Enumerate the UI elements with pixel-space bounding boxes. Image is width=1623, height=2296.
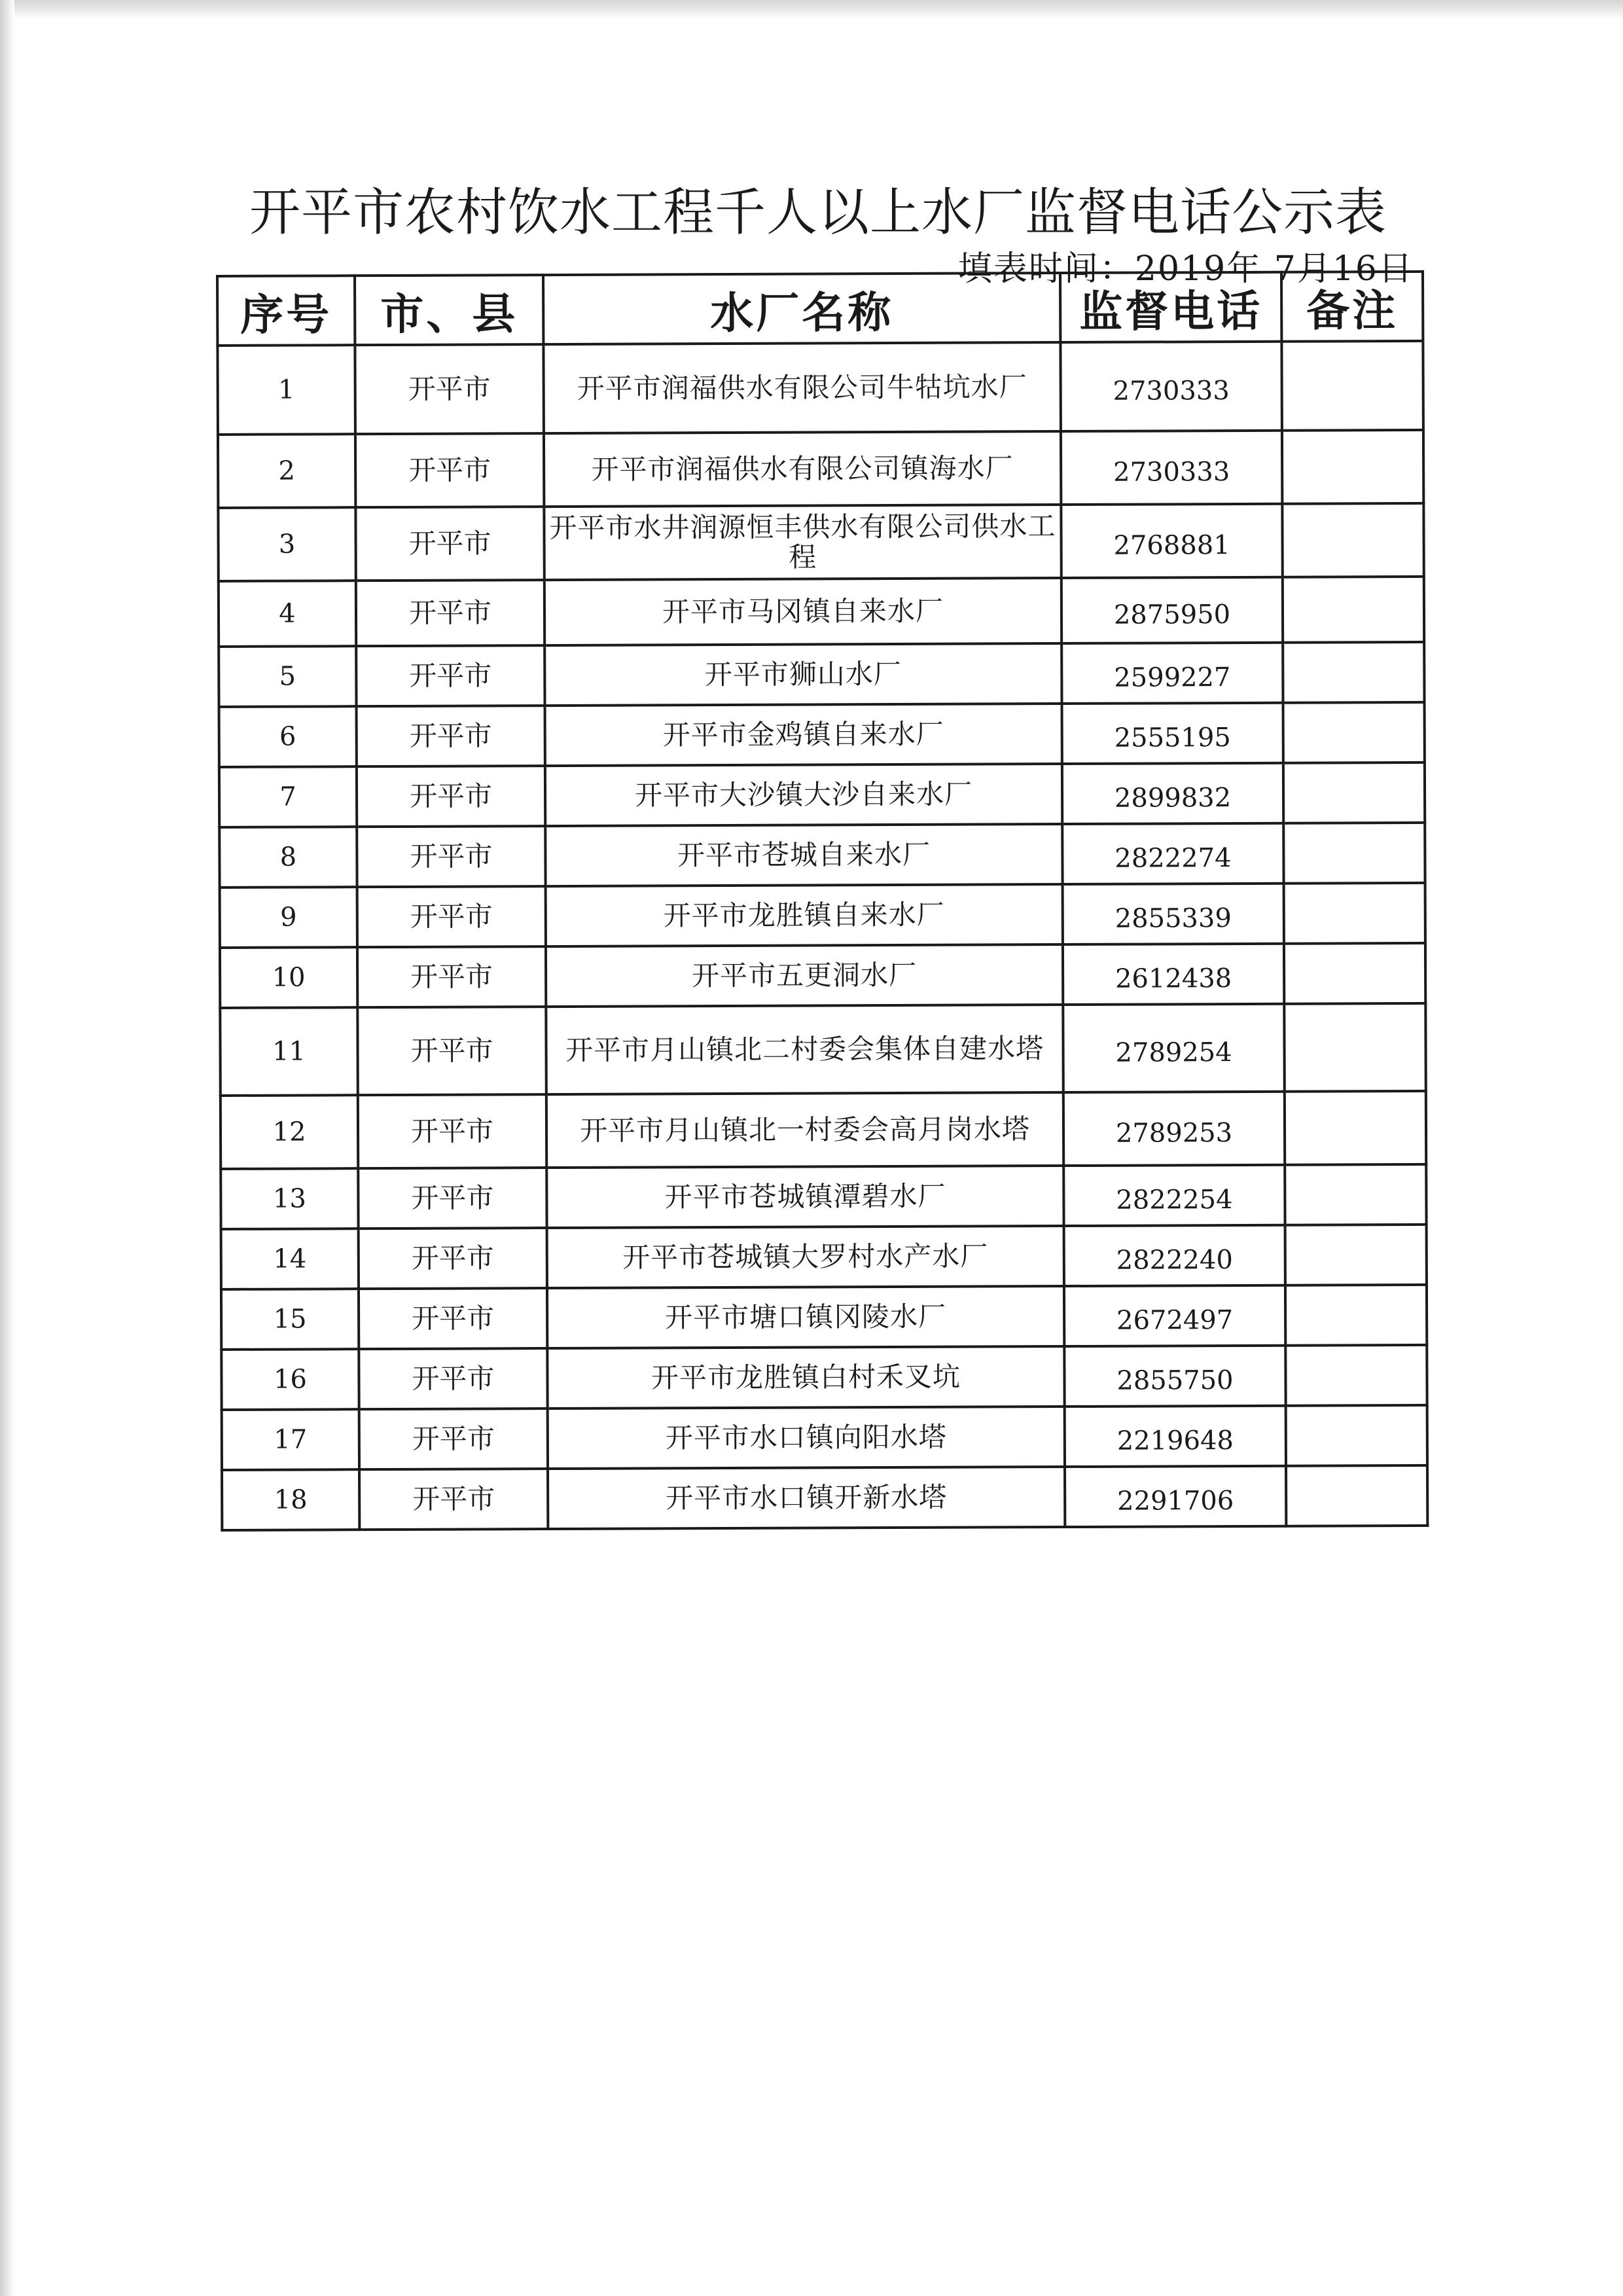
city-county-cell: 开平市 bbox=[358, 1094, 546, 1168]
city-county-cell: 开平市 bbox=[355, 344, 544, 434]
table-row bbox=[219, 762, 1425, 827]
scan-edge-top bbox=[0, 0, 1623, 20]
serial-number-cell: 12 bbox=[221, 1095, 358, 1169]
serial-number-cell: 11 bbox=[220, 1007, 358, 1096]
plant-name-cell: 开平市月山镇北二村委会集体自建水塔 bbox=[546, 1005, 1063, 1094]
serial-number-cell: 15 bbox=[221, 1289, 359, 1350]
serial-number-cell: 2 bbox=[218, 434, 355, 508]
plant-name-cell: 开平市润福供水有限公司镇海水厂 bbox=[544, 431, 1061, 507]
remarks-cell bbox=[1283, 702, 1425, 763]
document-title: 开平市农村饮水工程千人以上水厂监督电话公示表 bbox=[249, 183, 1387, 242]
city-county-cell: 开平市 bbox=[357, 766, 545, 827]
plant-name-cell: 开平市水井润源恒丰供水有限公司供水工程 bbox=[544, 505, 1061, 580]
city-county-cell: 开平市 bbox=[356, 580, 544, 646]
table-row bbox=[221, 1091, 1426, 1169]
supervision-phone-cell: 2219648 bbox=[1065, 1406, 1286, 1467]
scan-edge-left bbox=[0, 0, 14, 2296]
serial-number-cell: 1 bbox=[217, 345, 355, 435]
serial-number-cell: 14 bbox=[221, 1229, 359, 1289]
plant-name-cell: 开平市龙胜镇自来水厂 bbox=[546, 884, 1063, 946]
table-row bbox=[218, 503, 1423, 581]
table-row bbox=[222, 1465, 1427, 1530]
serial-number-cell: 17 bbox=[222, 1409, 359, 1470]
table-row bbox=[219, 577, 1424, 647]
water-plant-table bbox=[216, 270, 1429, 1532]
remarks-cell bbox=[1283, 823, 1425, 884]
remarks-cell bbox=[1285, 1285, 1427, 1346]
supervision-phone-cell: 2875950 bbox=[1061, 577, 1283, 643]
serial-number-cell: 10 bbox=[220, 947, 357, 1008]
serial-number-cell: 7 bbox=[219, 766, 357, 827]
remarks-cell bbox=[1281, 341, 1423, 431]
plant-name-cell: 开平市月山镇北一村委会高月岗水塔 bbox=[546, 1092, 1063, 1168]
header-remarks: 备注 bbox=[1281, 272, 1423, 342]
supervision-phone-cell: 2899832 bbox=[1062, 763, 1283, 824]
header-serial-number: 序号 bbox=[217, 276, 355, 346]
supervision-phone-cell: 2730333 bbox=[1060, 342, 1282, 431]
serial-number-cell: 5 bbox=[219, 646, 356, 707]
plant-name-cell: 开平市五更洞水厂 bbox=[546, 944, 1063, 1007]
supervision-phone-cell: 2822240 bbox=[1064, 1225, 1285, 1286]
city-county-cell: 开平市 bbox=[358, 1168, 546, 1229]
table-body bbox=[217, 341, 1427, 1530]
table-row bbox=[220, 943, 1425, 1008]
plant-name-cell: 开平市马冈镇自来水厂 bbox=[544, 578, 1061, 645]
remarks-cell bbox=[1282, 503, 1423, 577]
plant-name-cell: 开平市水口镇开新水塔 bbox=[548, 1467, 1065, 1529]
supervision-phone-cell: 2672497 bbox=[1064, 1285, 1285, 1346]
table-row bbox=[219, 642, 1424, 707]
fill-date: 填表时间：2019年 7月16日 bbox=[957, 249, 1414, 289]
city-county-cell: 开平市 bbox=[359, 1288, 547, 1349]
remarks-cell bbox=[1285, 1164, 1426, 1225]
plant-name-cell: 开平市水口镇向阳水塔 bbox=[548, 1407, 1065, 1469]
remarks-cell bbox=[1285, 1091, 1426, 1165]
serial-number-cell: 16 bbox=[221, 1349, 359, 1410]
plant-name-cell: 开平市苍城镇大罗村水产水厂 bbox=[547, 1226, 1064, 1288]
city-county-cell: 开平市 bbox=[357, 706, 545, 766]
remarks-cell bbox=[1284, 1003, 1426, 1092]
table-row bbox=[217, 341, 1423, 435]
city-county-cell: 开平市 bbox=[357, 1007, 546, 1095]
supervision-phone-cell: 2291706 bbox=[1065, 1466, 1286, 1527]
plant-name-cell: 开平市龙胜镇白村禾叉坑 bbox=[547, 1346, 1064, 1408]
supervision-phone-cell: 2555195 bbox=[1062, 703, 1283, 764]
plant-name-cell: 开平市狮山水厂 bbox=[544, 643, 1061, 706]
city-county-cell: 开平市 bbox=[359, 1408, 548, 1469]
table-row bbox=[221, 1164, 1426, 1229]
header-city-county: 市、县 bbox=[355, 275, 543, 345]
city-county-cell: 开平市 bbox=[359, 1228, 547, 1289]
remarks-cell bbox=[1286, 1465, 1427, 1526]
table-container bbox=[216, 270, 1426, 1532]
plant-name-cell: 开平市塘口镇冈陵水厂 bbox=[547, 1286, 1064, 1348]
plant-name-cell: 开平市润福供水有限公司牛牯坑水厂 bbox=[543, 342, 1061, 433]
supervision-phone-cell: 2768881 bbox=[1061, 504, 1282, 578]
city-county-cell: 开平市 bbox=[355, 433, 544, 507]
serial-number-cell: 4 bbox=[219, 581, 356, 647]
header-plant-name: 水厂名称 bbox=[543, 273, 1060, 344]
serial-number-cell: 8 bbox=[219, 827, 357, 888]
table-row bbox=[221, 1285, 1427, 1350]
supervision-phone-cell: 2822274 bbox=[1062, 823, 1283, 884]
serial-number-cell: 13 bbox=[221, 1168, 358, 1229]
remarks-cell bbox=[1284, 943, 1425, 1004]
remarks-cell bbox=[1283, 762, 1425, 823]
table-row bbox=[219, 823, 1425, 888]
serial-number-cell: 18 bbox=[222, 1469, 359, 1530]
city-county-cell: 开平市 bbox=[357, 886, 546, 947]
supervision-phone-cell: 2789253 bbox=[1063, 1092, 1285, 1166]
table-row bbox=[220, 883, 1425, 948]
table-row bbox=[222, 1405, 1427, 1470]
supervision-phone-cell: 2730333 bbox=[1061, 431, 1282, 505]
serial-number-cell: 9 bbox=[220, 887, 357, 948]
plant-name-cell: 开平市苍城自来水厂 bbox=[545, 824, 1062, 886]
remarks-cell bbox=[1283, 577, 1424, 643]
plant-name-cell: 开平市苍城镇潭碧水厂 bbox=[546, 1166, 1063, 1228]
supervision-phone-cell: 2789254 bbox=[1063, 1004, 1285, 1092]
supervision-phone-cell: 2612438 bbox=[1063, 944, 1284, 1005]
remarks-cell bbox=[1284, 883, 1425, 944]
remarks-cell bbox=[1282, 430, 1423, 504]
header-supervision-phone: 监督电话 bbox=[1060, 272, 1281, 342]
city-county-cell: 开平市 bbox=[359, 1469, 548, 1530]
table-row bbox=[221, 1345, 1427, 1410]
table-row bbox=[221, 1225, 1427, 1289]
remarks-cell bbox=[1283, 642, 1424, 703]
table-row bbox=[218, 430, 1423, 508]
supervision-phone-cell: 2822254 bbox=[1063, 1165, 1285, 1226]
city-county-cell: 开平市 bbox=[355, 507, 544, 581]
plant-name-cell: 开平市金鸡镇自来水厂 bbox=[545, 704, 1062, 766]
plant-name-cell: 开平市大沙镇大沙自来水厂 bbox=[545, 764, 1062, 826]
serial-number-cell: 6 bbox=[219, 706, 357, 767]
table-row bbox=[219, 702, 1425, 767]
serial-number-cell: 3 bbox=[218, 507, 355, 581]
city-county-cell: 开平市 bbox=[356, 645, 544, 706]
city-county-cell: 开平市 bbox=[359, 1348, 547, 1409]
city-county-cell: 开平市 bbox=[357, 826, 545, 887]
remarks-cell bbox=[1285, 1345, 1427, 1406]
supervision-phone-cell: 2855339 bbox=[1063, 884, 1284, 944]
table-row bbox=[220, 1003, 1426, 1096]
remarks-cell bbox=[1286, 1405, 1427, 1466]
city-county-cell: 开平市 bbox=[357, 946, 546, 1007]
table-header-row bbox=[217, 272, 1423, 346]
supervision-phone-cell: 2599227 bbox=[1061, 643, 1283, 704]
remarks-cell bbox=[1285, 1225, 1427, 1285]
supervision-phone-cell: 2855750 bbox=[1064, 1346, 1285, 1407]
